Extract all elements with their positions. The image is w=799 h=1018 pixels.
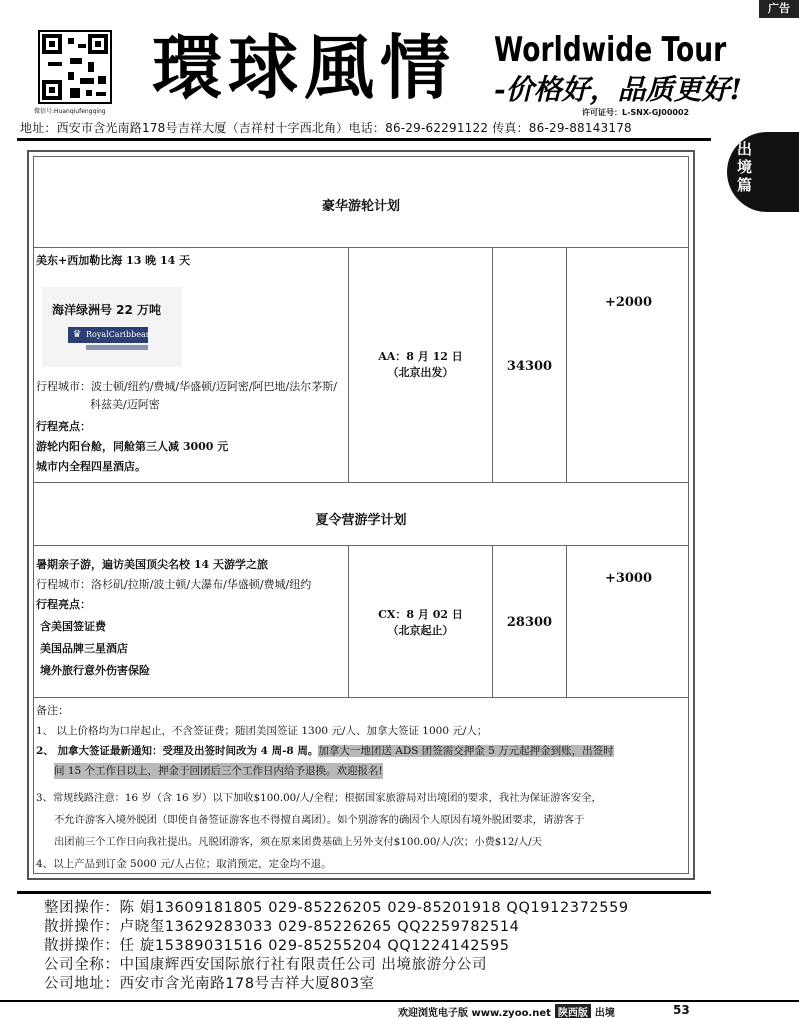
divider [566,545,567,697]
camp-cities: 行程城市：洛杉矶/拉斯/波士顿/大瀑布/华盛顿/费城/纽约 [36,578,312,591]
ship-name: 海洋绿洲号 22 万吨 [52,303,162,317]
note-2-highlight: 加拿大一地团送 ADS 团签需交押金 5 万元起押金到账，出签时 [318,745,614,757]
brand-slogan: -价格好，品质更好! [494,73,742,106]
cruise-date: AA：8 月 12 日 [378,350,463,363]
contact-list [44,899,629,994]
camp-highlight: 境外旅行意外伤害保险 [40,664,150,677]
page-number: 53 [673,1003,690,1017]
cruise-section-title: 豪华游轮计划 [321,199,400,214]
ship-image [42,287,182,367]
divider [34,247,688,248]
company-address: 公司地址：西安市含光南路178号吉祥大厦803室 [44,976,375,992]
camp-departure: （北京起止） [387,624,454,637]
footer-section: 出境 [594,1008,615,1018]
contact-individual-ops: 散拼操作：任 旋15389031516 029-85255204 QQ1224142595 [44,938,510,954]
cruise-departure: （北京出发） [387,366,454,379]
note-2-bold: 2、 加拿大签证最新通知：受理及出签时间改为 4 周-8 周。 [36,745,319,757]
cruise-highlight: 城市内全程四星酒店。 [36,460,146,473]
note-3: 3、常规线路注意：16 岁（含 16 岁）以下加收$100.00/人/全程；根据国家旅游局对出境团的要求，我社为保证游客安全， [36,792,602,804]
camp-section-title: 夏令营游学计划 [315,513,407,528]
brand-name-en: Worldwide Tour [494,30,727,70]
note-2 [36,743,614,759]
side-tab-label: 出境篇 [737,140,753,194]
contact-group-ops: 整团操作：陈 娟13609181805 029-85226205 029-85201918 QQ1912372559 [44,900,629,916]
note-3-cont: 不允许游客入境外脱团（即使自备签证游客也不得擅自离团）。如个别游客的确因个人原因有境外脱团要求，请游客于 [54,814,585,826]
note-3-cont: 出团前三个工作日向我社提出。凡脱团游客，须在原来团费基础上另外支付$100.00/人/次；小费$12/人/天 [54,836,542,848]
company-name: 公司全称：中国康辉西安国际旅行社有限责任公司 出境旅游分公司 [44,957,488,973]
header-address: 地址：西安市含光南路178号吉祥大厦（吉祥村十字西北角）电话：86-29-62291122 传真：86-29-88143178 [20,121,632,135]
contact-individual-ops: 散拼操作：卢晓玺13629283033 029-85226265 QQ2259782514 [44,919,520,935]
camp-date: CX：8 月 02 日 [378,608,463,621]
cruise-surcharge: +2000 [604,295,653,310]
camp-price: 28300 [506,615,553,630]
ad-tag: 广告 [759,0,799,18]
divider [34,482,688,483]
license-number: 许可证号：L-SNX-GJ00002 [582,108,690,117]
cruise-highlights-label: 行程亮点： [36,420,91,433]
logo-subline [86,345,148,350]
crown-icon: ♛ [72,329,82,340]
royal-caribbean-logo: ♛ RoyalCaribbean [68,327,148,343]
edition-badge: 陕西版 [555,1004,591,1018]
contact-divider [17,891,711,894]
footer [398,1004,615,1018]
note-2-highlight-cont: 间 15 个工作日以上，押金于回团后三个工作日内给予退换。欢迎报名! [54,765,383,777]
cruise-price: 34300 [506,359,553,374]
notes-label: 备注： [36,704,69,717]
note-4: 4、以上产品到订金 5000 元/人占位；取消预定，定金均不退。 [36,858,332,870]
itinerary-table [27,150,695,880]
divider [566,247,567,482]
cruise-cities: 行程城市：波士顿/纽约/费城/华盛顿/迈阿密/阿巴地/法尔茅斯/ [36,380,337,393]
camp-route-title: 暑期亲子游，遍访美国顶尖名校 14 天游学之旅 [36,558,268,571]
cruise-route-title: 美东+西加勒比海 13 晚 14 天 [36,254,191,267]
footer-divider [0,1000,799,1002]
divider [34,697,688,698]
header-divider [17,138,711,141]
camp-surcharge: +3000 [604,571,653,586]
divider [34,545,688,546]
qr-code [38,30,112,104]
side-tab [727,132,799,212]
brand-name-cn: 環球風情 [152,27,456,109]
camp-highlight: 美国品牌三星酒店 [40,642,128,655]
qr-caption: 微信号:Huanqiufengqing [34,108,106,115]
note-1: 1、 以上价格均为口岸起止，不含签证费；随团美国签证 1300 元/人、加拿大签证 1000 元/人； [36,725,488,737]
camp-highlights-label: 行程亮点： [36,598,91,611]
footer-text: 欢迎浏览电子版 www.zyoo.net [398,1008,551,1018]
camp-highlight: 含美国签证费 [40,620,106,633]
cruise-highlight: 游轮内阳台舱，同舱第三人减 3000 元 [36,440,229,453]
cruise-cities-cont: 科兹美/迈阿密 [90,398,160,411]
